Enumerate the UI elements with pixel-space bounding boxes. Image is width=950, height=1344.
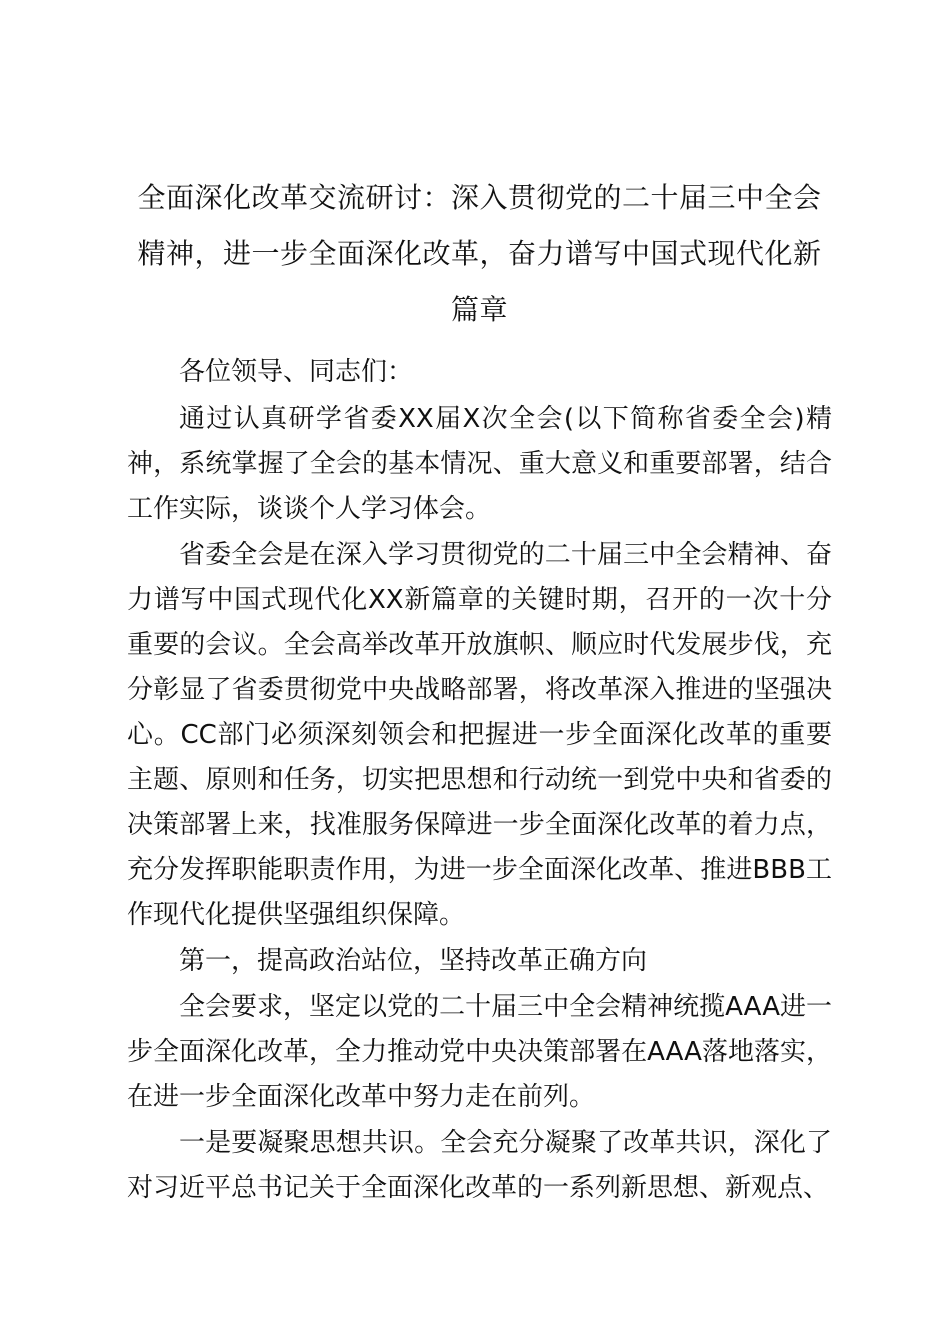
- document-title: 全面深化改革交流研讨：深入贯彻党的二十届三中全会精神，进一步全面深化改革，奋力谱写中国式现代化新篇章: [137, 181, 822, 326]
- intro-paragraph: 通过认真研学省委XX届X次全会(以下简称省委全会)精神，系统掌握了全会的基本情况、重大意义和重要部署，结合工作实际，谈谈个人学习体会。: [127, 404, 832, 524]
- body-paragraph: 一是要凝聚思想共识。全会充分凝聚了改革共识，深化了对习近平总书记关于全面深化改革的一系列新思想、新观点、: [127, 1128, 832, 1203]
- salutation-paragraph: 各位领导、同志们：: [179, 357, 414, 387]
- section-heading: 第一，提高政治站位，坚持改革正确方向: [179, 946, 648, 976]
- body-paragraph: 全会要求，坚定以党的二十届三中全会精神统揽AAA进一步全面深化改革，全力推动党中央决策部署在AAA落地落实，在进一步全面深化改革中努力走在前列。: [127, 992, 832, 1112]
- body-paragraph: 省委全会是在深入学习贯彻党的二十届三中全会精神、奋力谱写中国式现代化XX新篇章的关键时期，召开的一次十分重要的会议。全会高举改革开放旗帜、顺应时代发展步伐，充分彰显了省委贯彻党中央战略部署，将改革深入推进的坚强决心。CC部门必须深刻领会和把握进一步全面深化改革的重要主题、原则和任务，切实把思想和行动统一到党中央和省委的决策部署上来，找准服务保障进一步全面深化改革的着力点，充分发挥职能职责作用，为进一步全面深化改革、推进BBB工作现代化提供坚强组织保障。: [127, 540, 832, 930]
- document-page: [127, 170, 832, 1212]
